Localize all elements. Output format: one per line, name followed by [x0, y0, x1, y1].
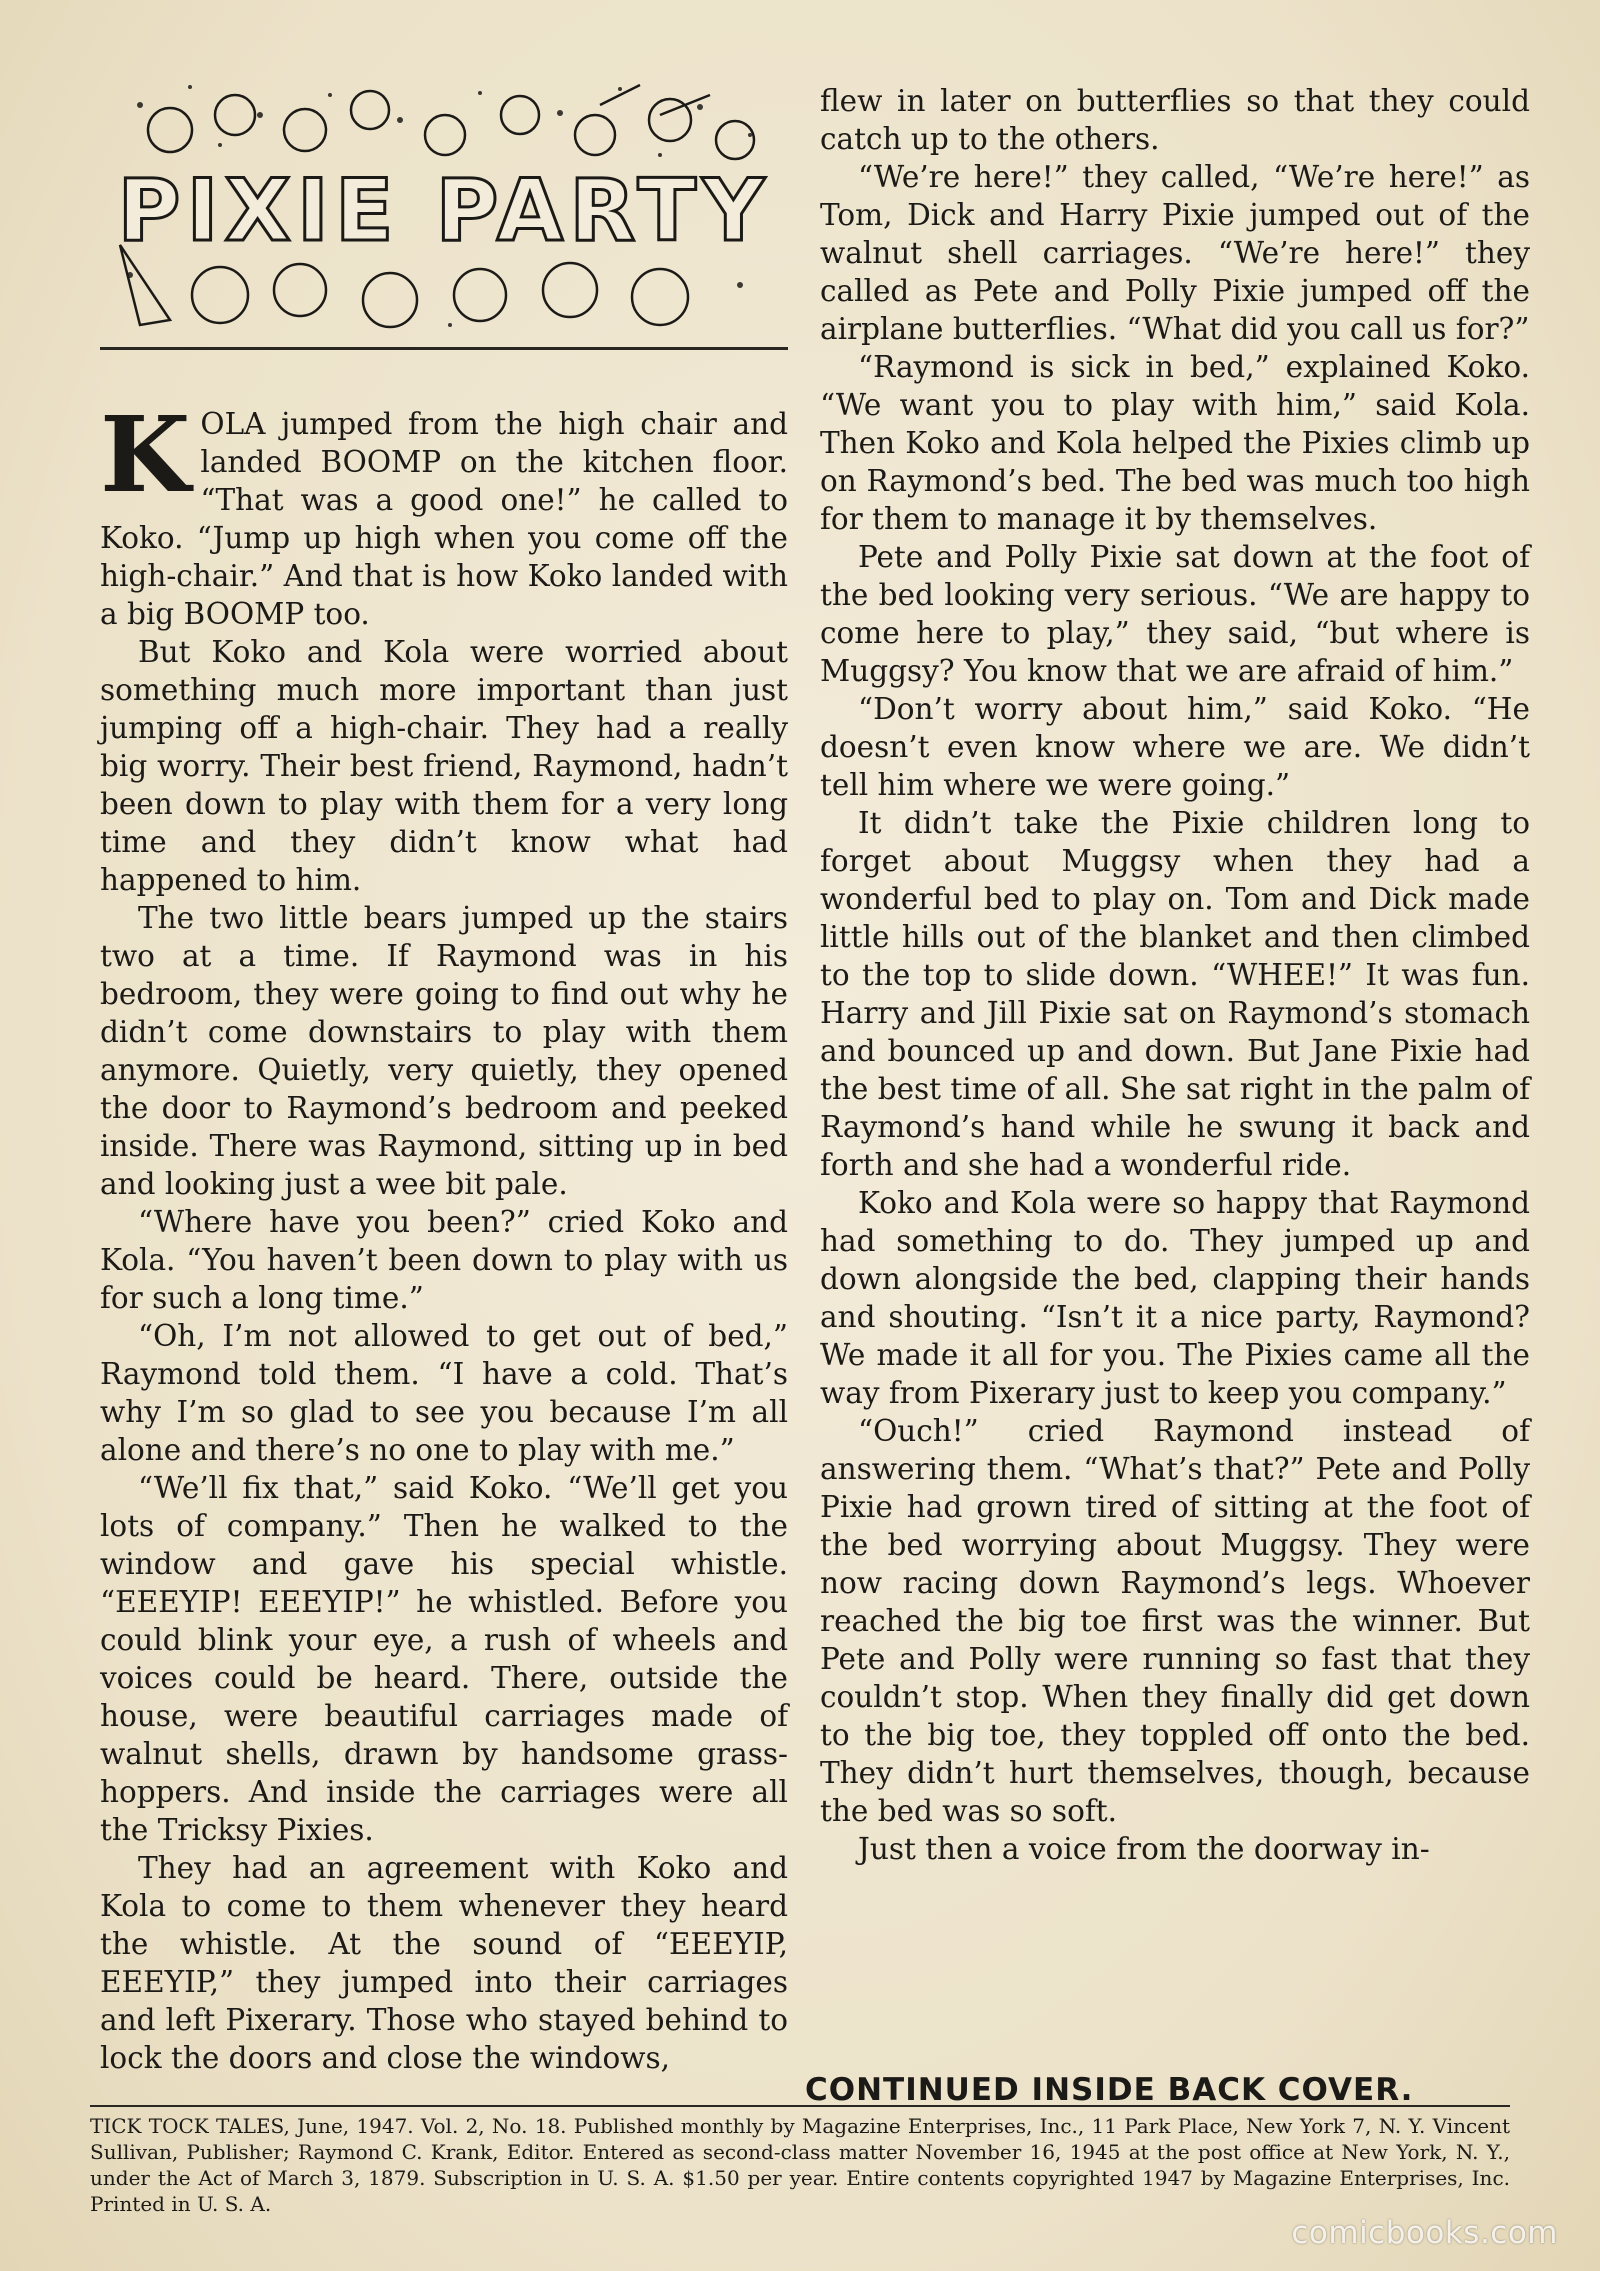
banner-illustration [100, 75, 788, 347]
story-paragraph: “Don’t worry about him,” said Koko. “He doesn’t even know where we are. We didn’t tell him where we were going.” [820, 692, 1530, 802]
story-paragraph: Koko and Kola were so happy that Raymond had something to do. They jumped up and down alongside the bed, clapping their hands and shouting. “Isn’t it a nice party, Raymond? We made it all for you. The Pixies came all the way from Pixerary just to keep you company.” [820, 1186, 1530, 1410]
story-paragraph: “We’ll fix that,” said Koko. “We’ll get you lots of company.” Then he walked to the window and gave his special whistle. “EEEYIP! EEEYIP!” he whistled. Before you could blink your eye, a rush of wheels and voices could be heard. There, outside the house, were beautiful carriages made of walnut shells, drawn by handsome grass-hoppers. And inside the carriages were all the Tricksy Pixies. [100, 1471, 788, 1847]
watermark: comicbooks.com [1291, 2215, 1558, 2251]
story-paragraph: flew in later on butterflies so that they could catch up to the others. [820, 84, 1530, 156]
story-paragraph: Just then a voice from the doorway in- [858, 1832, 1430, 1866]
story-paragraph: They had an agreement with Koko and Kola to come to them whenever they heard the whistle. At the sound of “EEEYIP, EEEYIP,” they jumped into their carriages and left Pixerary. Those who stayed behind to lock the doors and close the windows, [100, 1851, 788, 2075]
drop-cap: K [100, 393, 191, 516]
story-paragraph: It didn’t take the Pixie children long to forget about Muggsy when they had a wonderful bed to play on. Tom and Dick made little hills out of the blanket and then climbed to the top to slide down. “WHEE!” It was fun. Harry and Jill Pixie sat on Raymond’s stomach and bounced up and down. But Jane Pixie had the best time of all. She sat right in the palm of Raymond’s hand while he swung it back and forth and she had a wonderful ride. [820, 806, 1530, 1182]
story-paragraph: “Oh, I’m not allowed to get out of bed,” Raymond told them. “I have a cold. That’s why I’m so glad to see you because I’m all alone and there’s no one to play with me.” [100, 1319, 788, 1467]
story-paragraph: “We’re here!” they called, “We’re here!” as Tom, Dick and Harry Pixie jumped out of the walnut shell carriages. “We’re here!” they called as Pete and Polly Pixie jumped off the airplane butterflies. “What did you call us for?” [820, 160, 1530, 346]
story-paragraph: But Koko and Kola were worried about something much more important than just jumping off a high-chair. They had a really big worry. Their best friend, Raymond, hadn’t been down to play with them for a very long time and they didn’t know what had happened to him. [100, 635, 788, 897]
story-paragraph: The two little bears jumped up the stairs two at a time. If Raymond was in his bedroom, they were going to find out why he didn’t come downstairs to play with them anymore. Quietly, very quietly, they opened the door to Raymond’s bedroom and peeked inside. There was Raymond, sitting up in bed and looking just a wee bit pale. [100, 901, 788, 1201]
publication-notice: TICK TOCK TALES, June, 1947. Vol. 2, No. 18. Published monthly by Magazine Enterprises, Inc., 11 Park Place, New York 7, N. Y. Vincent Sullivan, Publisher; Raymond C. Krank, Editor. Entered as second-class matter November 16, 1945 at the post office at New York, N. Y., under the Act of March 3, 1879. Subscription in U. S. A. $1.50 per year. Entire contents copyrighted 1947 by Magazine Enterprises, Inc. Printed in U. S. A. [90, 2105, 1510, 2217]
story-left-column [100, 393, 788, 2077]
pixie-party-banner [100, 75, 788, 350]
story-paragraph: “Raymond is sick in bed,” explained Koko. “We want you to play with him,” said Kola. Then Koko and Kola helped the Pixies climb up on Raymond’s bed. The bed was much too high for them to manage it by themselves. [820, 350, 1530, 536]
story-paragraph: “Where have you been?” cried Koko and Kola. “You haven’t been down to play with us for such a long time.” [100, 1205, 788, 1315]
story-paragraph: KOLA jumped from the high chair and landed BOOMP on the kitchen floor. “That was a good one!” he called to Koko. “Jump up high when you come off the high-chair.” And that is how Koko landed with a big BOOMP too. [100, 393, 788, 631]
story-paragraph: Pete and Polly Pixie sat down at the foot of the bed looking very serious. “We are happy to come here to play,” they said, “but where is Muggsy? You know that we are afraid of him.” [820, 540, 1530, 688]
banner-title: PIXIE PARTY [117, 161, 771, 261]
story-right-column [820, 82, 1530, 1868]
story-paragraph: “Ouch!” cried Raymond instead of answering them. “What’s that?” Pete and Polly Pixie had grown tired of sitting at the foot of the bed worrying about Muggsy. They were now racing down Raymond’s legs. Whoever reached the big toe first was the winner. But Pete and Polly were running so fast that they couldn’t stop. When they finally did get down to the big toe, they toppled off onto the bed. They didn’t hurt themselves, though, because the bed was so soft. [820, 1414, 1530, 1828]
continued-notice: CONTINUED INSIDE BACK COVER. [805, 2072, 1414, 2108]
